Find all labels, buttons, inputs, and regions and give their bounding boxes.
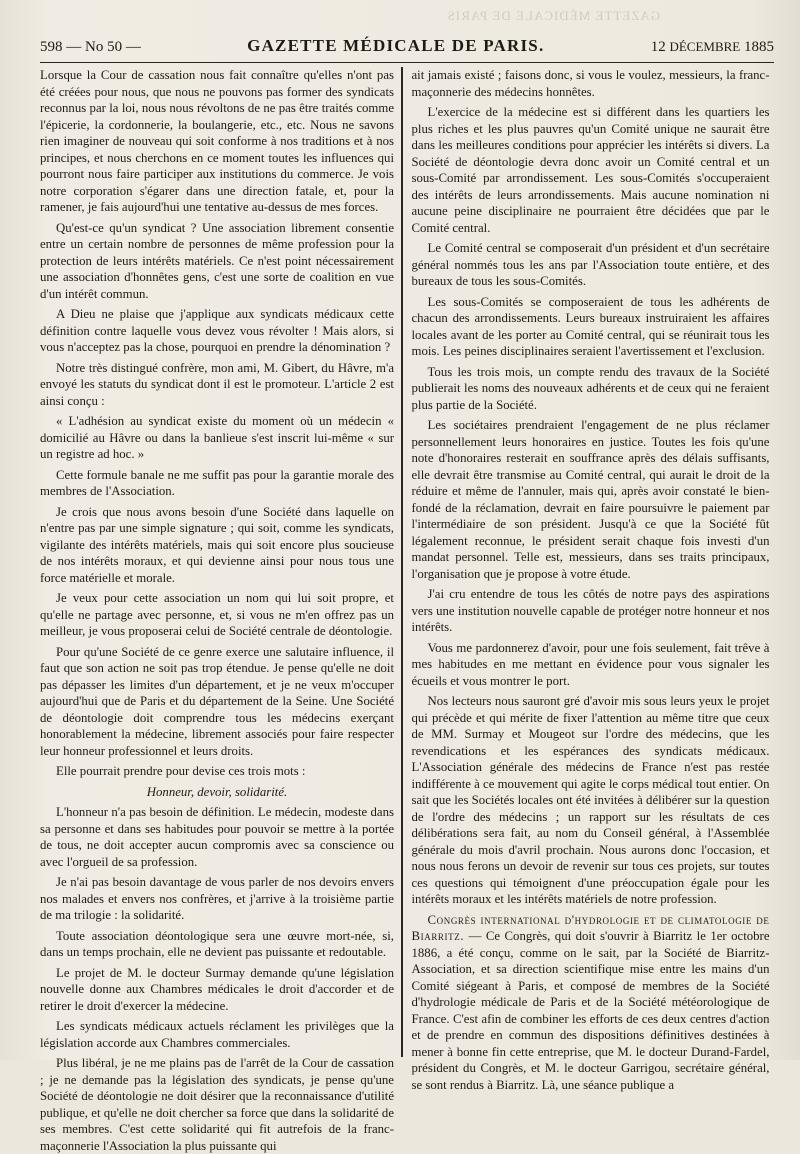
paragraph: Les syndicats médicaux actuels réclament les privilèges que la législation accorde aux Chambres commerciales. xyxy=(40,1019,394,1050)
paragraph: A Dieu ne plaise que j'applique aux syndicats médicaux cette définition contre laquelle vous devez vous révolter ! Mais alors, si vous n'acceptez pas la chose, pourquoi en prendre la dénomination ? xyxy=(40,307,394,354)
paragraph: L'honneur n'a pas besoin de définition. Le médecin, modeste dans sa personne et dans ses habitudes pour pouvoir se mettre à la portée de tous, ne doit accepter aucun compromis avec sa conscience ou avec l'orgueil de sa profession. xyxy=(40,805,394,869)
paragraph: Tous les trois mois, un compte rendu des travaux de la Société publierait les noms des nouveaux adhérents et de ceux qui ne feraient plus partie de la Société. xyxy=(411,364,770,412)
section-heading: Congrès international d'hydrologie et de climatologie de Biarritz. xyxy=(411,912,770,943)
paragraph: Le Comité central se composerait d'un président et d'un secrétaire général nommés tous les ans par l'Association toute entière, et des bureaux de tous les sous-Comités. xyxy=(411,241,770,288)
right-column xyxy=(404,67,770,1092)
paragraph: Elle pourrait prendre pour devise ces trois mots : xyxy=(56,764,306,778)
paragraph: Lorsque la Cour de cassation nous fait connaître qu'elles n'ont pas été créées pour nous, que nous ne pouvons pas former des syndicats reconnus par la loi, nous nous révoltons de ne pas être traités comme l'épicerie, la cordonnerie, la boulangerie, etc., etc. Nous ne savons rien imaginer de nouveau qui soit conforme à nos traditions et à nos principes, et nous cherchons en ce moment toutes les influences qui pourront nous faire participer aux institutions du commerce. Je vois notre corporation s'égarer dans une direction fatale, et, pour la ramener, je fais aujourd'hui une tentative au-dessus de mes forces. xyxy=(40,68,394,214)
quotation: « L'adhésion au syndicat existe du moment où un médecin « domicilié au Hâvre ou dans la banlieue s'est inscrit lui-même « sur un registre ad hoc. » xyxy=(40,414,394,461)
paragraph: Le projet de M. le docteur Surmay demande qu'une législation nouvelle donne aux Chambres médicales le droit d'accorder et de retirer le droit d'exercer la médecine. xyxy=(40,965,394,1013)
paragraph: Les sous-Comités se composeraient de tous les adhérents de chacun des arrondissements. Leurs bureaux instruiraient les affaires locales avant de les porter au Comité central, qui se réunirait tous les mois. Les peines disciplinaires seraient l'avertissement et l'exclusion. xyxy=(411,294,770,358)
column-divider xyxy=(401,67,403,1057)
text-columns xyxy=(40,67,774,1153)
bleed-through-text: GAZETTE MÉDICALE DE PARIS xyxy=(446,8,660,23)
paragraph: Nos lecteurs nous sauront gré d'avoir mis sous leurs yeux le projet qui précède et qui mérite de fixer l'attention au même titre que ceux de MM. Surmay et Mougeot sur l'ordre des médecins, que les revendications et les espérances des syndicats médicaux. L'Association générale des médecins de France n'est pas restée indifférente à ce mouvement qui agite le corps médical tout entier. On sait que les Sociétés locales ont été invitées à délibérer sur la question de l'ordre des médecins ; un rapport sur les résultats de ces délibérations sera fait, au nom du Conseil général, à l'Assemblée générale du mois d'avril prochain. Nous aurons donc l'occasion, et nous nous ferons un devoir de revenir sur tous ces projets, sur toutes ces questions qui témoignent d'une préoccupation égale pour les intérêts moraux et les intérêts matériels de notre profession. xyxy=(411,694,770,906)
paragraph: Notre très distingué confrère, mon ami, M. Gibert, du Hâvre, m'a envoyé les statuts du syndicat dont il est le promoteur. L'article 2 est ainsi conçu : xyxy=(40,360,394,408)
paragraph-text: — Ce Congrès, qui doit s'ouvrir à Biarritz le 1er octobre 1886, a été conçu, comme on le sait, par la Société de Biarritz-Association, et sa direction scientifique mise entre les mains d'un Comité siégeant à Paris, et composé de membres de la Société d'hydrologie médicale de Paris et de la Société météorologique de France. C'est afin de combiner les efforts de ces deux centres d'action et de prendre en commun des dispositions définitives destinées à mener à bonne fin cette entreprise, que M. le docteur Durand-Fardel, président du Congrès, et M. le docteur Garrigou, secrétaire général, se sont rendus à Biarritz. Là, une séance publique a xyxy=(411,929,770,1092)
issue-date: 12 DÉCEMBRE 1885 xyxy=(650,39,774,55)
journal-title: GAZETTE MÉDICALE DE PARIS. xyxy=(247,36,545,55)
page-number: 598 xyxy=(40,39,63,55)
paragraph: Qu'est-ce qu'un syndicat ? Une association librement consentie entre un certain nombre de personnes de même profession pour la protection de leurs intérêts matériels. Ce n'est point nécessairement une association d'honnêtes gens, c'est une sorte de coalition en vue d'un intérêt commun. xyxy=(40,220,394,301)
paragraph: Pour qu'une Société de ce genre exerce une salutaire influence, il faut que son action ne soit pas trop étendue. Je pense qu'elle ne doit pas dépasser les limites d'un département, et je ne veux m'occuper aujourd'hui que de Paris et du département de la Seine. Une Société de déontologie doit comprendre tous les médecins exerçant honorablement la médecine, librement associés pour faire respecter leur honneur professionnel et leurs droits. xyxy=(40,644,394,758)
left-column xyxy=(40,67,400,1153)
paragraph: Cette formule banale ne me suffit pas pour la garantie morale des membres de l'Association. xyxy=(40,467,394,498)
paragraph: Vous me pardonnerez d'avoir, pour une fois seulement, fait trêve à mes habitudes en me mettant en évidence pour vous signaler les écueils et vous montrer le port. xyxy=(411,640,770,688)
paragraph: Je veux pour cette association un nom qui lui soit propre, et qu'elle ne partage avec personne, et, si vous ne m'en offrez pas un meilleur, je vous proposerai celui de Société centrale de déontologie. xyxy=(40,591,394,638)
motto: Honneur, devoir, solidarité. xyxy=(146,784,288,799)
page-header xyxy=(40,36,774,63)
paragraph: Je n'ai pas besoin davantage de vous parler de nos devoirs envers nos malades et envers nos confrères, et j'arrive à la troisième partie de ma trilogie : la solidarité. xyxy=(40,875,394,922)
paragraph: Je crois que nous avons besoin d'une Société dans laquelle on n'entre pas par une simple signature ; qui soit, comme les syndicats, vigilante des intérêts matériels, mais qui soit encore plus soucieuse de nos intérêts moraux, et qui devienne ainsi pour nous tous une force matérielle et morale. xyxy=(40,504,394,585)
section-paragraph xyxy=(412,912,770,1094)
page-number-block xyxy=(40,39,141,56)
issue-number: — No 50 — xyxy=(66,39,141,55)
paragraph: J'ai cru entendre de tous les côtés de notre pays des aspirations vers une institution nouvelle capable de protéger notre honneur et nos intérêts. xyxy=(411,587,770,634)
paragraph: L'exercice de la médecine est si différent dans les quartiers les plus riches et les plus pauvres qu'un Comité unique ne saurait être dans les meilleures conditions pour apprécier les intérêts si divers. La Société de déontologie devra donc avoir un Comité central et un sous-Comité par arrondissement. Les sous-Comités s'occuperaient des intérêts de leurs arrondissements. Mais aucune nomination ni aucune peine disciplinaire ne pourraient être décidées que par le Comité central. xyxy=(411,105,770,235)
paragraph: Les sociétaires prendraient l'engagement de ne plus réclamer personnellement leurs honoraires en justice. Toutes les fois qu'une note d'honoraires resterait en souffrance après des délais suffisants, elle devrait être transmise au Comité central, qui aurait le droit de la réduire et même de l'annuler, mais qui, après avoir constaté le bien-fondé de la réclamation, devrait en faire poursuivre le paiement par l'intermédiaire de son président. Jusqu'à ce que la Société fût légalement reconnue, le président serait chaque fois investi d'un mandat personnel. Telle est, messieurs, dans ses traits principaux, l'organisation que je propose à votre étude. xyxy=(411,418,770,581)
paragraph: ait jamais existé ; faisons donc, si vous le voulez, messieurs, la franc-maçonnerie des médecins honnêtes. xyxy=(411,68,770,99)
paragraph: Plus libéral, je ne me plains pas de l'arrêt de la Cour de cassation ; je ne demande pas la législation des syndicats, je pense qu'une Société de déontologie ne doit désirer que la reconnaissance d'utilité publique, et qu'elle ne doit chercher sa force que dans la solidarité de ses membres. C'est cette solidarité qui fit autrefois de la franc-maçonnerie l'Association la plus puissante qui xyxy=(40,1056,394,1153)
paragraph: Toute association déontologique sera une œuvre mort-née, si, dans un temps prochain, elle ne devient pas puissante et redoutable. xyxy=(40,928,394,959)
